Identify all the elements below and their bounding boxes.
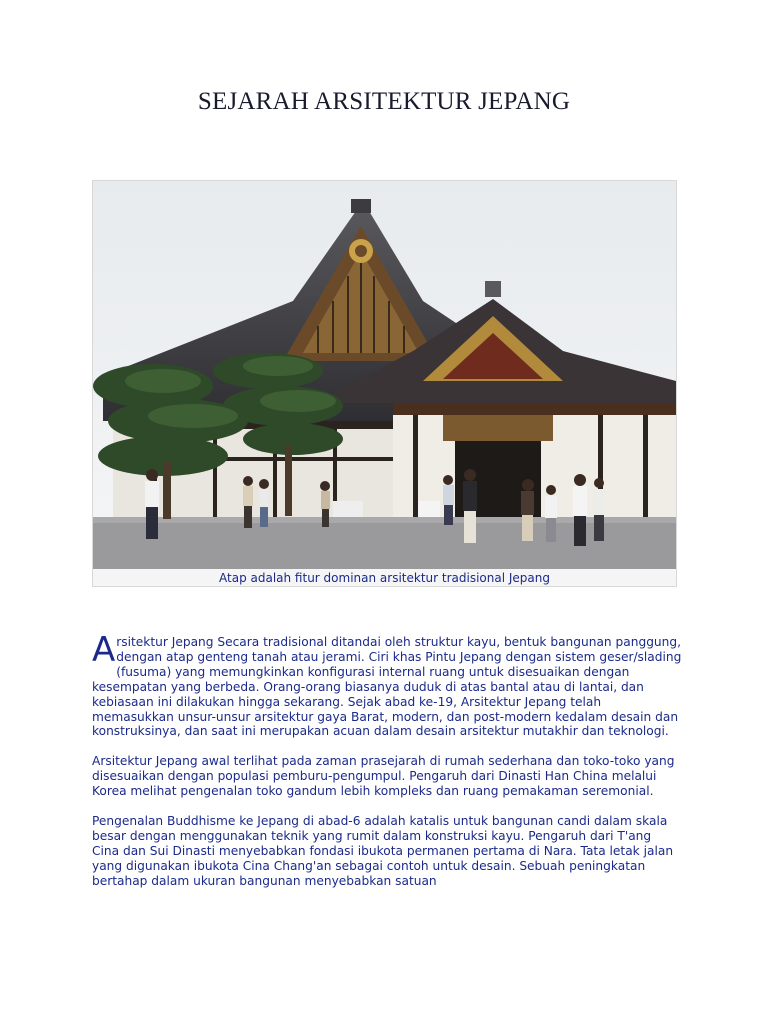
paragraph-1-text: rsitektur Jepang Secara tradisional ditandai oleh struktur kayu, bentuk bangunan panggung, dengan atap genteng tanah atau jerami. Ciri khas Pintu Jepang dengan sistem geser/slading (fusuma) yang memungkinkan konfigurasi internal ruang untuk disesuaikan dengan kesempatan yang berbeda. Orang-orang biasanya duduk di atas bantal atau di lantai, dan kebiasaan ini dilakukan hingga sekarang. Sejak abad ke-19, Arsitektur Jepang telah memasukkan unsur-unsur arsitektur gaya Barat, modern, dan post-modern kedalam desain dan konstruksinya, dan saat ini merupakan acuan dalam desain arsitektur mutakhir dan teknologi. (92, 635, 682, 739)
document-title: SEJARAH ARSITEKTUR JEPANG (197, 88, 571, 115)
figure-caption: Atap adalah fitur dominan arsitektur tradisional Jepang (93, 570, 676, 586)
article-body (92, 630, 682, 904)
paragraph-3: Pengenalan Buddhisme ke Jepang di abad-6 adalah katalis untuk bangunan candi dalam skala besar dengan menggunakan teknik yang rumit dalam konstruksi kayu. Pengaruh dari T'ang Cina dan Sui Dinasti menyebabkan fondasi ibukota permanen pertama di Nara. Tata letak jalan yang digunakan ibukota Cina Chang'an sebagai contoh untuk desain. Sebuah peningkatan bertahap dalam ukuran bangunan menyebabkan satuan (92, 814, 674, 888)
paragraph-1 (92, 630, 682, 739)
palace-photo (93, 181, 676, 569)
paragraph-2: Arsitektur Jepang awal terlihat pada zaman prasejarah di rumah sederhana dan toko-toko yang disesuaikan dengan populasi pemburu-pengumpul. Pengaruh dari Dinasti Han China melalui Korea melihat pengenalan toko gandum lebih kompleks dan ruang pemakaman seremonial. (92, 754, 675, 799)
figure (92, 180, 677, 587)
drop-cap: A (92, 630, 116, 670)
